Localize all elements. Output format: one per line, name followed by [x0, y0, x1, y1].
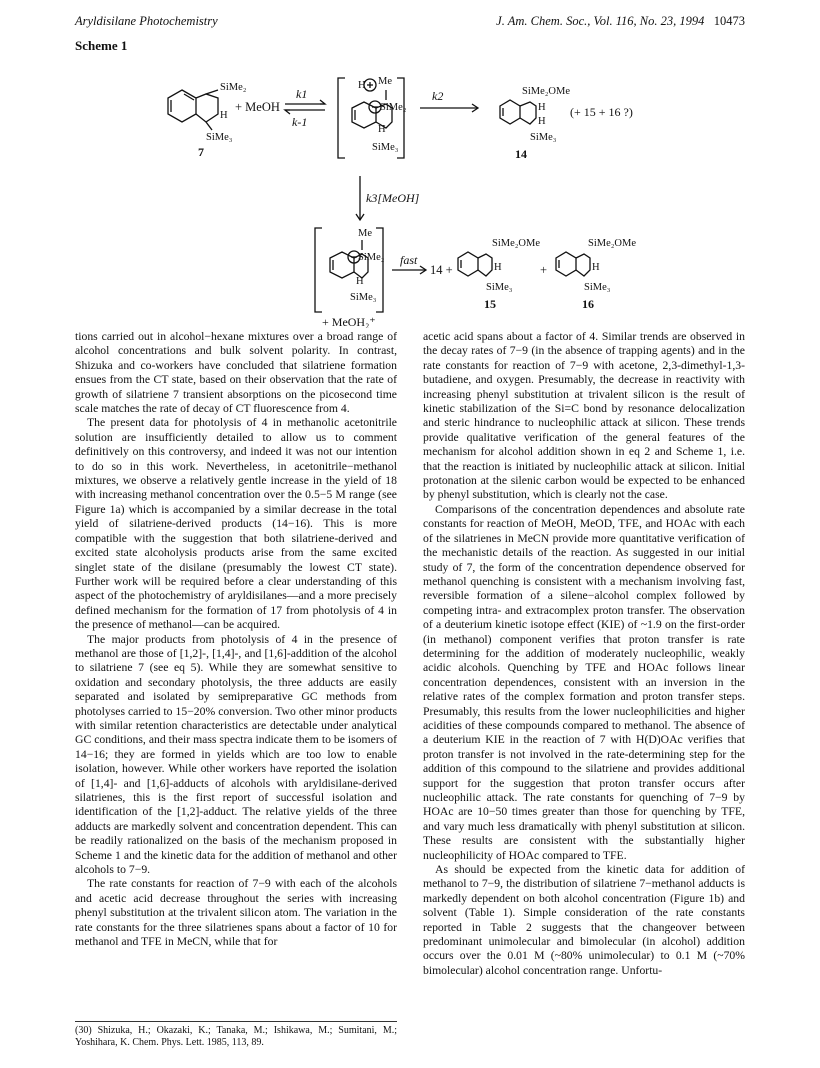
k3-label: k3[MeOH] — [366, 191, 420, 205]
complex2-h: H — [356, 276, 364, 287]
p15-sime3: SiMe₃ — [486, 282, 513, 293]
p14-sime2ome: SiMe₂OMe — [522, 86, 570, 97]
plus-14: 14 + — [430, 263, 453, 277]
product16-label: 16 — [582, 297, 594, 311]
complex-me: Me — [378, 76, 392, 87]
reactant-sime3: SiMe₃ — [206, 132, 233, 143]
complex-sime2: SiMe₂ — [380, 102, 407, 113]
complex-h2: H — [378, 124, 386, 135]
left-paragraph-2: The present data for photolysis of 4 in methanolic acetonitrile solution are insufficiently detailed to allow us to comment definitively on this controversy, and indeed it was not our intention to do so in this work. Nevertheless, in acetonitrile−methanol mixtures, we observe a relatively gentle increase in the yield of 18 with increasing methanol concentration over the 0.5−5 M range (see Figure 1a) which is accompanied by a similar decrease in the total yield of silatriene-derived products (14−16). This is more compatible with the suggestion that both silatriene-derived and excited state alcoholysis products arise from the same excited singlet state of the disilane (presumably the lowest CT state). Further work will be required before a clear understanding of this aspect of the photochemistry of aryldisilanes—and a more precisely defined mechanism for the formation of 17 from photolysis of 4 in the presence of methanol—can be acquired. — [75, 416, 397, 632]
meoh-reagent: + MeOH — [235, 100, 280, 114]
p16-sime3: SiMe₃ — [584, 282, 611, 293]
left-paragraph-3: The major products from photolysis of 4 in the presence of methanol are those of [1,2]-, [1,4]-, and [1,6]-addition of the alcohol to silatriene 7 (see eq 5). While they are somewhat sensitive to oxidation and secondary photolysis, the three adducts are easily separated and isolated by semipreparative GC methods from photolyses carried to 15−20% conversion. Two other minor products with similar retention characteristics are detectable under analytical GC conditions, and their mass spectra indicate them to be isomers of 14−16; they are formed in yields which are too low to enable isolation, however. While other workers have reported the isolation of [1,4]- and [1,6]-adducts of alcohols with aryldisilane-derived silatrienes, this is the first report of successful isolation and identification of the [1,2]-adduct. The relative yields of the three adducts are markedly solvent and concentration dependent. This can be readily rationalized on the basis of the mechanism proposed in Scheme 1 and the kinetic data for the addition of methanol and other alcohols to 7−9. — [75, 632, 397, 877]
p16-h: H — [592, 262, 600, 273]
side-products: (+ 15 + 16 ?) — [570, 105, 633, 119]
reactant-sime2: SiMe₂ — [220, 82, 247, 93]
p16-sime2ome: SiMe₂OMe — [588, 238, 636, 249]
complex2-me: Me — [358, 228, 372, 239]
product14-label: 14 — [515, 147, 527, 161]
right-paragraph-3: As should be expected from the kinetic data for addition of methanol to 7−9, the distribution of silatriene 7−methanol adducts is markedly dependent on both alcohol concentration (Figure 1b) and solvent (Table 1). Simple consideration of the rate constants reported in Table 2 suggests that the changeover between predominant unimolecular and bimolecular (in alcohol) addition occurs over the 0.01 M (~80% unimolecular) to 0.1 M (~70% bimolecular) alcohol concentration range. Unfortu- — [423, 863, 745, 977]
scheme-title: Scheme 1 — [75, 38, 128, 53]
right-column — [423, 330, 745, 978]
right-paragraph-2: Comparisons of the concentration dependences and absolute rate constants for reaction of MeOH, MeOD, TFE, and HOAc with each of the silatrienes in MeCN provide more quantitative verification of the mechanistic details of the reaction. As suggested in our initial study of 7, the form of the concentration dependence observed for methanol quenching is consistent with a mechanism involving fast, reversible formation of a silene−alcohol complex followed by competing intra- and extracomplex proton transfer. The observation of a deuterium kinetic isotope effect (KIE) of ~1.9 on the first-order (in methanol) component verifies that proton transfer is rate determining for the addition of moderately nucleophilic, weakly acidic alcohols. Quenching by TFE and HOAc follows linear concentration dependences, consistent with an inversion in the relative rates of the complex formation and proton transfer steps. Presumably, this results from the lower nucleophilicities and higher acidities of these compounds compared to methanol. The absence of a deuterium KIE in the reaction of 7 with H(D)OAc verifies that proton transfer is not involved in the rate-determining step for the addition of this compound to the silatriene and provides additional support for the suggestion that proton transfer occurs after nucleophilic attack. The rate constants for quenching of 7−9 by HOAc are 10−50 times greater than those for quenching by TFE, and vary much less dramatically with phenyl substitution at silicon. These results are consistent with the substantially higher nucleophilicity of HOAc compared to TFE. — [423, 502, 745, 862]
header-left: Aryldisilane Photochemistry — [75, 14, 218, 28]
reactant-label: 7 — [198, 145, 204, 159]
complex2-sime3: SiMe₃ — [350, 292, 377, 303]
meoh2-plus: + MeOH₂⁺ — [322, 315, 376, 328]
p15-h: H — [494, 262, 502, 273]
k-minus1-label: k-1 — [292, 115, 308, 129]
right-paragraph-1: acetic acid spans about a factor of 4. Similar trends are observed in the decay rates of 7−9 (in the absence of trapping agents) and in the rate constants for reaction of 7−9 with acetone, 2,3-dimethyl-1,3-butadiene, and oxygen. Presumably, the decrease in reactivity with increasing phenyl substitution at trivalent silicon is the result of kinetic stabilization of the Si=C bond by resonance delocalization and steric hindrance to nucleophilic attack at silicon. These trends provide qualitative verification of the general features of the mechanism for alcohol addition shown in eq 2 and Scheme 1, i.e. that the reaction is initiated by nucleophilic attack at silicon. Initial protonation at the silenic carbon would be expected to be enhanced by phenyl substitution, which is clearly not the case. — [423, 330, 745, 502]
p14-sime3: SiMe₃ — [530, 132, 557, 143]
complex-h: H — [358, 80, 366, 91]
k1-label: k1 — [296, 87, 308, 101]
running-header — [75, 14, 745, 32]
reactant-ring — [168, 90, 196, 122]
complex2-sime2: SiMe₂ — [358, 252, 385, 263]
complex-sime3: SiMe₃ — [372, 142, 399, 153]
header-right: J. Am. Chem. Soc., Vol. 116, No. 23, 1994 10473 — [496, 14, 745, 28]
left-column — [75, 330, 397, 949]
reactant-h: H — [220, 110, 228, 121]
fast-label: fast — [400, 253, 418, 267]
footnote-30: (30) Shizuka, H.; Okazaki, K.; Tanaka, M.; Ishikawa, M.; Sumitani, M.; Yoshihara, K. Chem. Phys. Lett. 1985, 113, 89. — [75, 1021, 397, 1049]
k2-label: k2 — [432, 89, 444, 103]
left-paragraph-1: tions carried out in alcohol−hexane mixtures over a broad range of alcohol concentrations and bulk solvent polarity. In contrast, Shizuka and co-workers have concluded that silatriene formation ensues from the CT state, based on their observation that the rate of growth of silatriene 7 transient absorptions on the picosecond time scale matches the rate of decay of CT fluorescence from 4. — [75, 330, 397, 416]
p14-h2: H — [538, 116, 546, 127]
p14-h1: H — [538, 102, 546, 113]
p15-sime2ome: SiMe₂OMe — [492, 238, 540, 249]
left-paragraph-4: The rate constants for reaction of 7−9 with each of the alcohols and acetic acid decrease throughout the series with increasing phenyl substitution at the trivalent silicon atom. The variation in the rate constants for the three silatrienes spans about a factor of 10 for methanol and TFE in MeCN, while that for — [75, 877, 397, 949]
product15-label: 15 — [484, 297, 496, 311]
plus-sign: + — [540, 263, 548, 277]
reaction-scheme — [0, 50, 820, 328]
